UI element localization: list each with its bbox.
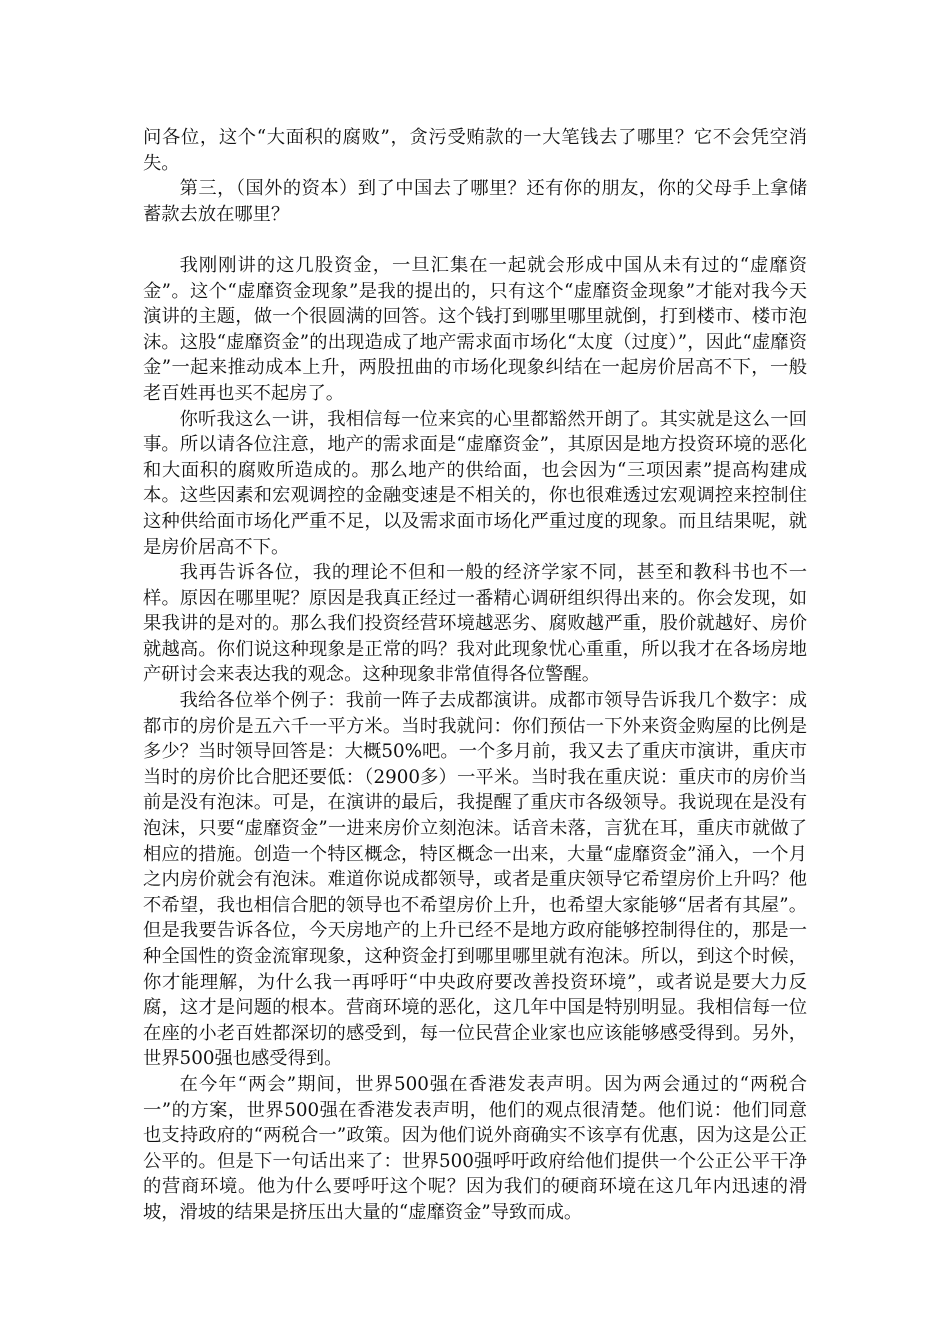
paragraph-4: 你听我这么一讲，我相信每一位来宾的心里都豁然开朗了。其实就是这么一回事。所以请各位注意，地产的需求面是“虚靡资金”，其原因是地方投资环境的恶化和大面积的腐败所造成的。那么地产的供给面，也会因为“三项因素”提高构建成本。这些因素和宏观调控的金融变速是不相关的，你也很难透过宏观调控来控制住这种供给面市场化严重不足，以及需求面市场化严重过度的现象。而且结果呢，就是房价居高不下。	[143, 408, 807, 558]
paragraph-3: 我刚刚讲的这几股资金，一旦汇集在一起就会形成中国从未有过的“虚靡资金”。这个“虚靡资金现象”是我的提出的，只有这个“虚靡资金现象”才能对我今天演讲的主题，做一个很圆满的回答。这个钱打到哪里哪里就倒，打到楼市、楼市泡沫。这股“虚靡资金”的出现造成了地产需求面市场化“太度（过度）”，因此“虚靡资金”一起来推动成本上升，两股扭曲的市场化现象纠结在一起房价居高不下，一般老百姓再也买不起房了。	[143, 254, 807, 404]
paragraph-6: 我给各位举个例子：我前一阵子去成都演讲。成都市领导告诉我几个数字：成都市的房价是五六千一平方米。当时我就问：你们预估一下外来资金购屋的比例是多少？当时领导回答是：大概50%吧。一个多月前，我又去了重庆市演讲，重庆市当时的房价比合肥还要低：（2900多）一平米。当时我在重庆说：重庆市的房价当前是没有泡沫。可是，在演讲的最后，我提醒了重庆市各级领导。我说现在是没有泡沫，只要“虚靡资金”一进来房价立刻泡沫。话音未落，言犹在耳，重庆市就做了相应的措施。创造一个特区概念，特区概念一出来，大量“虚靡资金”涌入，一个月之内房价就会有泡沫。难道你说成都领导，或者是重庆领导它希望房价上升吗？他不希望，我也相信合肥的领导也不希望房价上升，也希望大家能够“居者有其屋”。但是我要告诉各位，今天房地产的上升已经不是地方政府能够控制得住的，那是一种全国性的资金流窜现象，这种资金打到哪里哪里就有泡沫。所以，到这个时候，你才能理解，为什么我一再呼吁“中央政府要改善投资环境”，或者说是要大力反腐，这才是问题的根本。营商环境的恶化，这几年中国是特别明显。我相信每一位在座的小老百姓都深切的感受到，每一位民营企业家也应该能够感受得到。另外，世界500强也感受得到。	[143, 690, 807, 1070]
document-body	[143, 125, 807, 1226]
paragraph-7: 在今年“两会”期间，世界500强在香港发表声明。因为两会通过的“两税合一”的方案，世界500强在香港发表声明，他们的观点很清楚。他们说：他们同意也支持政府的“两税合一”政策。因为他们说外商确实不该享有优惠，因为这是公正公平的。但是下一句话出来了：世界500强呼吁政府给他们提供一个公正公平干净的营商环境。他为什么要呼吁这个呢？因为我们的硬商环境在这几年内迅速的滑坡，滑坡的结果是挤压出大量的“虚靡资金”导致而成。	[143, 1073, 807, 1223]
blank-line	[143, 227, 807, 253]
paragraph-2: 第三，（国外的资本）到了中国去了哪里？还有你的朋友，你的父母手上拿储蓄款去放在哪里？	[143, 178, 807, 225]
paragraph-1: 问各位，这个“大面积的腐败”，贪污受贿款的一大笔钱去了哪里？它不会凭空消失。	[143, 127, 807, 174]
paragraph-5: 我再告诉各位，我的理论不但和一般的经济学家不同，甚至和教科书也不一样。原因在哪里呢？原因是我真正经过一番精心调研组织得出来的。你会发现，如果我讲的是对的。那么我们投资经营环境越恶劣、腐败越严重，股价就越好、房价就越高。你们说这种现象是正常的吗？我对此现象忧心重重，所以我才在各场房地产研讨会来表达我的观念。这种现象非常值得各位警醒。	[143, 562, 807, 686]
